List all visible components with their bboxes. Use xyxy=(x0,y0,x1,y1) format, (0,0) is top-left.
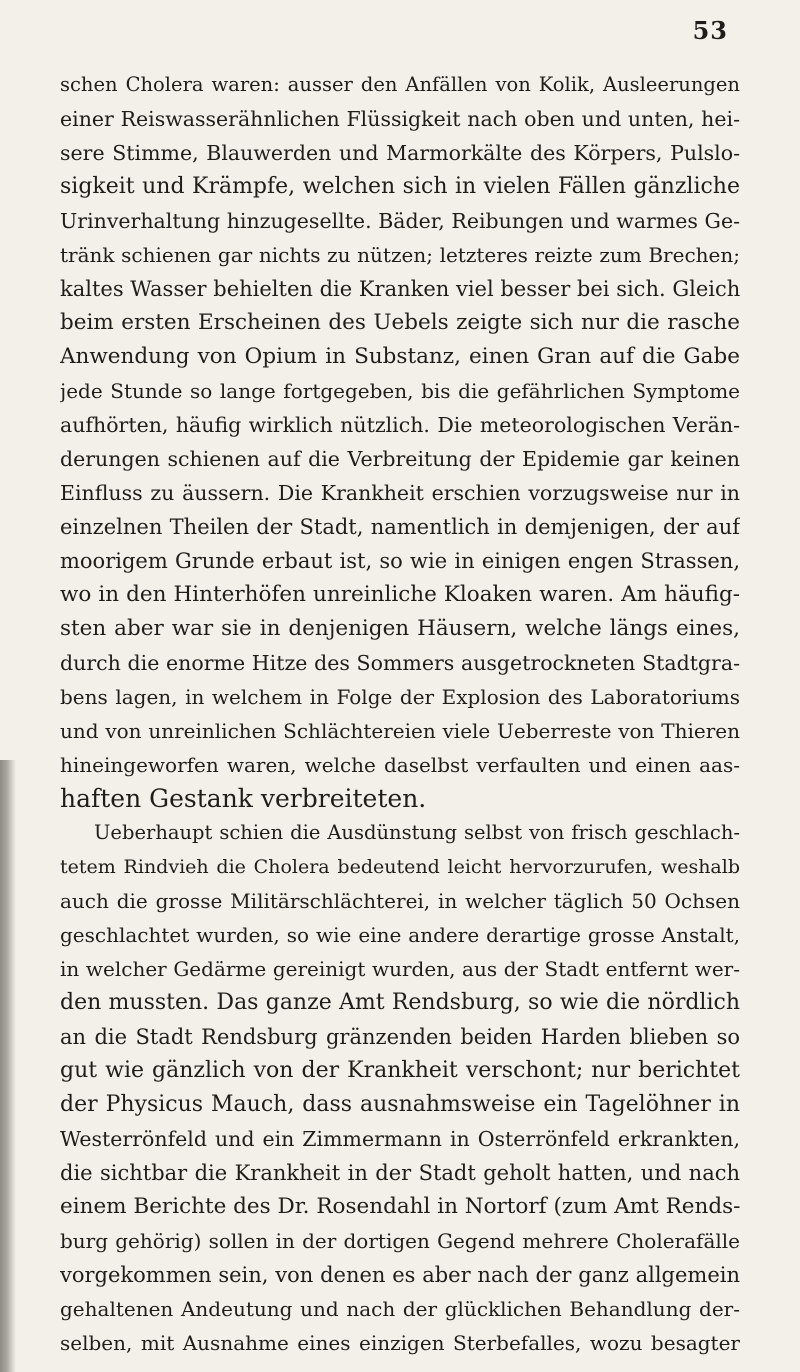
text-line: hineingeworfen waren, welche daselbst verfaulten und einen aas- xyxy=(60,753,740,777)
text-line: einer Reiswasserähnlichen Flüssigkeit nach oben und unten, hei- xyxy=(60,107,740,131)
text-line: gehaltenen Andeutung und nach der glücklichen Behandlung der- xyxy=(60,1297,740,1321)
text-line: auch die grosse Militärschlächterei, in welcher täglich 50 Ochsen xyxy=(60,889,740,913)
text-line: einzelnen Theilen der Stadt, namentlich in demjenigen, der auf xyxy=(60,515,740,539)
text-line: Einfluss zu äussern. Die Krankheit erschien vorzugsweise nur in xyxy=(60,481,740,505)
text-line: tetem Rindvieh die Cholera bedeutend leicht hervorzurufen, weshalb xyxy=(60,856,740,878)
text-line: sere Stimme, Blauwerden und Marmorkälte des Körpers, Pulslo- xyxy=(60,141,740,165)
text-line: und von unreinlichen Schlächtereien viele Ueberreste von Thieren xyxy=(60,719,740,743)
text-line: der Physicus Mauch, dass ausnahmsweise ein Tagelöhner in xyxy=(60,1092,740,1117)
text-line: burg gehörig) sollen in der dortigen Gegend mehrere Cholerafälle xyxy=(60,1229,740,1253)
text-line: geschlachtet wurden, so wie eine andere derartige grosse Anstalt, xyxy=(60,923,740,947)
text-line: moorigem Grunde erbaut ist, so wie in einigen engen Strassen, xyxy=(60,549,740,573)
text-line: vorgekommen sein, von denen es aber nach der ganz allgemein xyxy=(60,1263,740,1287)
text-line: sigkeit und Krämpfe, welchen sich in vielen Fällen gänzliche xyxy=(60,174,740,199)
text-line: aufhörten, häufig wirklich nützlich. Die meteorologischen Verän- xyxy=(60,413,740,437)
text-line: beim ersten Erscheinen des Uebels zeigte sich nur die rasche xyxy=(60,310,740,335)
text-line: derungen schienen auf die Verbreitung der Epidemie gar keinen xyxy=(60,447,740,471)
text-line: schen Cholera waren: ausser den Anfällen von Kolik, Ausleerungen xyxy=(60,73,740,96)
text-line: einem Berichte des Dr. Rosendahl in Nortorf (zum Amt Rends- xyxy=(60,1194,740,1219)
text-line: Ueberhaupt schien die Ausdünstung selbst von frisch geschlach- xyxy=(94,821,740,844)
text-line: Urinverhaltung hinzugesellte. Bäder, Reibungen und warmes Ge- xyxy=(60,209,740,233)
text-line: an die Stadt Rendsburg gränzenden beiden Harden blieben so xyxy=(60,1025,740,1049)
text-line: tränk schienen gar nichts zu nützen; letzteres reizte zum Brechen; xyxy=(60,243,740,267)
page-binding-edge xyxy=(0,760,16,1372)
text-line: kaltes Wasser behielten die Kranken viel besser bei sich. Gleich xyxy=(60,277,740,301)
text-line: bens lagen, in welchem in Folge der Explosion des Laboratoriums xyxy=(60,685,740,709)
text-line: durch die enorme Hitze des Sommers ausgetrockneten Stadtgra- xyxy=(60,651,740,675)
text-line: wo in den Hinterhöfen unreinliche Kloaken waren. Am häufig- xyxy=(60,582,740,607)
text-line: jede Stunde so lange fortgegeben, bis die gefährlichen Symptome xyxy=(60,379,740,403)
text-line: haften Gestank verbreiteten. xyxy=(60,784,427,813)
text-line: Westerrönfeld und ein Zimmermann in Osterrönfeld erkrankten, xyxy=(60,1127,740,1151)
text-line: die sichtbar die Krankheit in der Stadt geholt hatten, und nach xyxy=(60,1161,740,1185)
text-line: Anwendung von Opium in Substanz, einen Gran auf die Gabe xyxy=(60,344,740,369)
text-line: gut wie gänzlich von der Krankheit verschont; nur berichtet xyxy=(60,1058,740,1083)
text-line: den mussten. Das ganze Amt Rendsburg, so wie die nördlich xyxy=(60,990,740,1015)
text-line: sten aber war sie in denjenigen Häusern, welche längs eines, xyxy=(60,616,740,641)
page-number: 53 xyxy=(692,16,728,45)
text-line: selben, mit Ausnahme eines einzigen Sterbefalles, wozu besagter xyxy=(60,1331,740,1355)
text-line: in welcher Gedärme gereinigt wurden, aus der Stadt entfernt wer- xyxy=(60,957,740,981)
